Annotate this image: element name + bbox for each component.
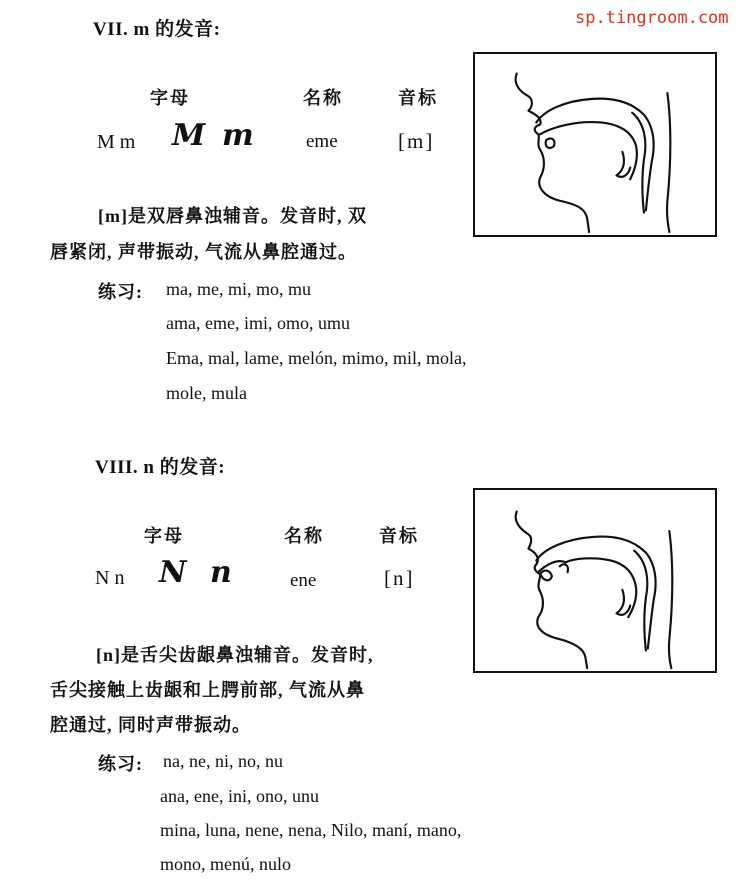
practice-line-m-1: ma, me, mi, mo, mu [166,279,311,299]
practice-line-n-2: ana, ene, ini, ono, unu [160,786,319,806]
practice-line-n-3: mina, luna, nene, nena, Nilo, maní, mano, [160,820,462,840]
practice-line-m-3: Ema, mal, lame, melón, mimo, mil, mola, [166,348,467,368]
letter-name-n: ene [290,570,317,591]
script-letter-upper-n: N [159,555,187,590]
section-heading-m: VII. m 的发音: [93,19,221,40]
script-letter-upper-m: M [172,118,206,153]
section-heading-n: VIII. n 的发音: [95,457,226,478]
column-label-letter: 字母 [150,88,190,108]
practice-line-n-4: mono, menú, nulo [160,854,291,874]
practice-line-m-2: ama, eme, imi, omo, umu [166,313,350,333]
script-letter-lower-n: n [210,555,232,590]
practice-label-n: 练习: [98,754,143,774]
practice-line-n-1: na, ne, ni, no, nu [163,751,283,771]
articulation-diagram-m [473,52,717,237]
description-line-m-2: 唇紧闭, 声带振动, 气流从鼻腔通过。 [50,242,357,262]
column-label-letter: 字母 [144,526,184,546]
ipa-n: [n] [384,566,415,590]
practice-label-m: 练习: [98,282,143,302]
column-label-name: 名称 [284,526,324,546]
head-profile-illustration [475,54,715,235]
practice-line-m-4: mole, mula [166,383,247,403]
description-line-n-1: [n]是舌尖齿龈鼻浊辅音。发音时, [96,645,374,665]
description-line-n-2: 舌尖接触上齿龈和上腭前部, 气流从鼻 [50,680,365,700]
column-label-ipa: 音标 [398,88,438,108]
letter-pair-m: M m [97,131,136,153]
column-label-name: 名称 [303,88,343,108]
letter-pair-n: N n [95,567,125,589]
letter-name-m: eme [306,131,338,152]
head-profile-illustration [475,490,715,671]
script-letter-lower-m: m [222,118,254,153]
description-line-n-3: 腔通过, 同时声带振动。 [50,715,251,735]
ipa-m: [m] [398,129,435,153]
column-label-ipa: 音标 [379,526,419,546]
description-line-m-1: [m]是双唇鼻浊辅音。发音时, 双 [98,206,367,226]
articulation-diagram-n [473,488,717,673]
watermark: sp.tingroom.com [575,8,729,28]
